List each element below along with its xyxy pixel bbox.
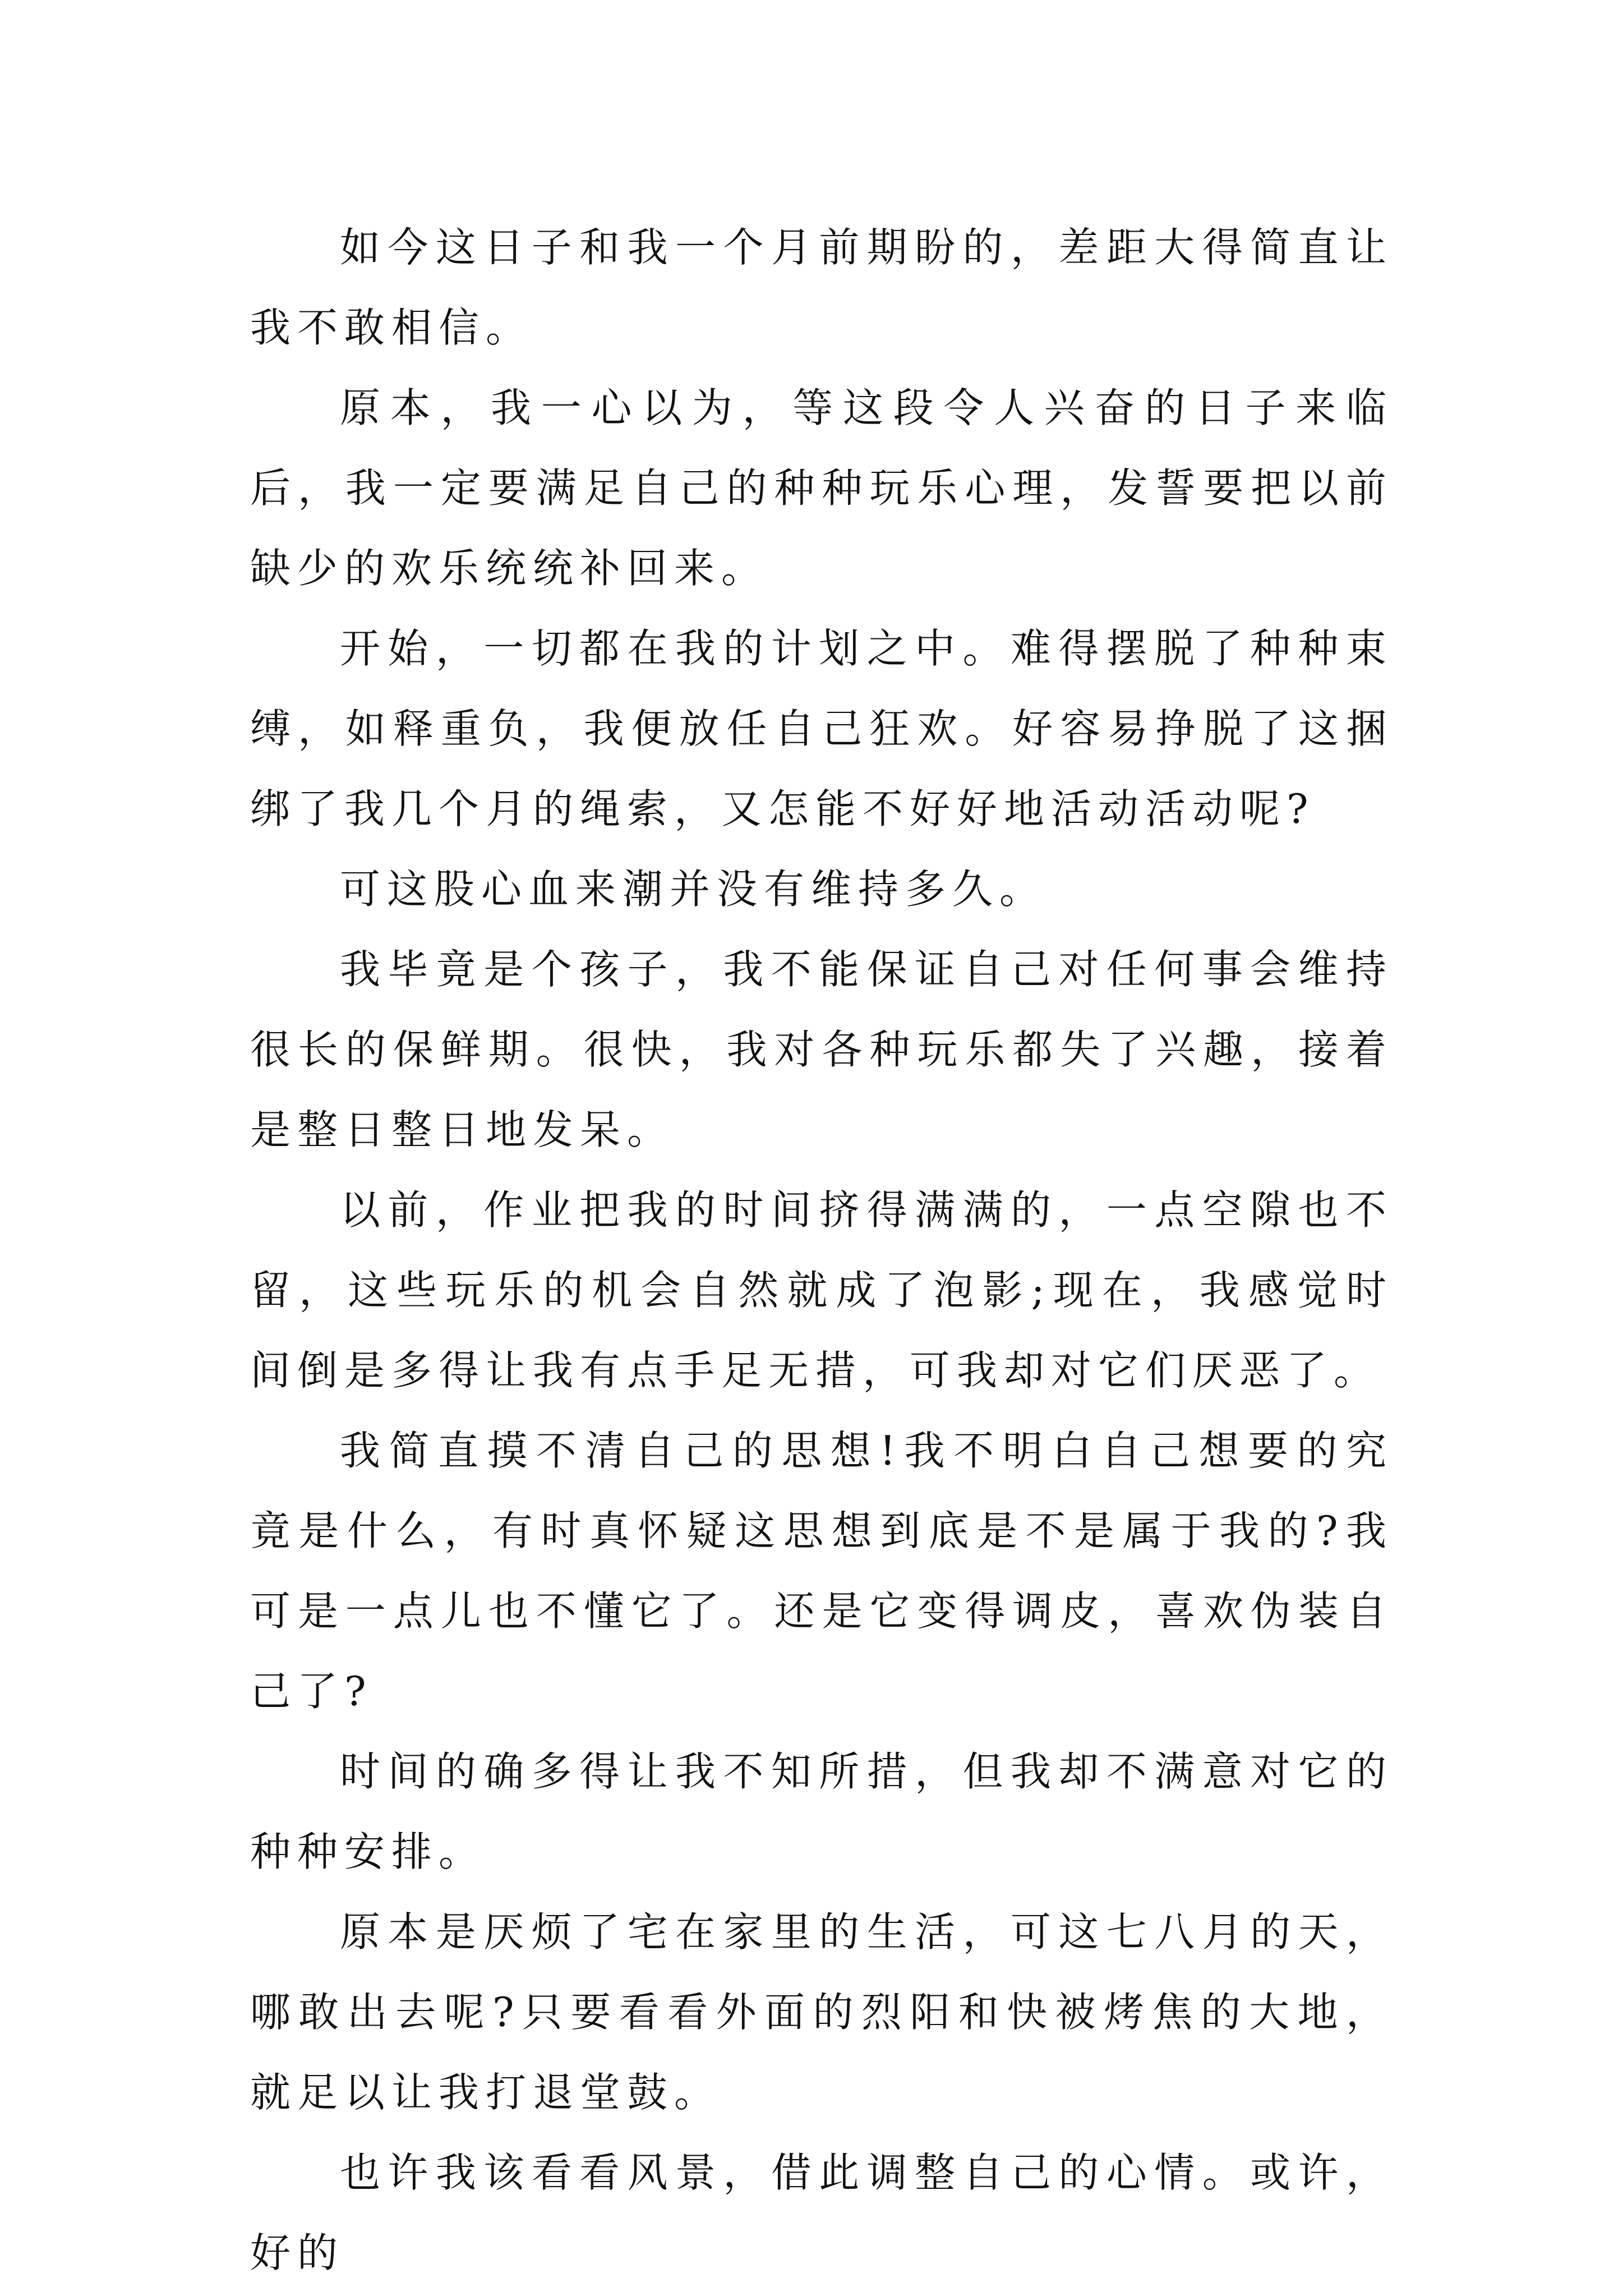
document-body	[250, 208, 1393, 2293]
paragraph: 原本，我一心以为，等这段令人兴奋的日子来临后，我一定要满足自己的种种玩乐心理，发誓要把以前缺少的欢乐统统补回来。	[250, 384, 1393, 592]
paragraph: 我毕竟是个孩子，我不能保证自己对任何事会维持很长的保鲜期。很快，我对各种玩乐都失了兴趣，接着是整日整日地发呆。	[250, 946, 1393, 1153]
paragraph: 如今这日子和我一个月前期盼的，差距大得简直让我不敢相信。	[250, 224, 1393, 351]
paragraph: 以前，作业把我的时间挤得满满的，一点空隙也不留，这些玩乐的机会自然就成了泡影;现在，我感觉时间倒是多得让我有点手足无措，可我却对它们厌恶了。	[250, 1186, 1393, 1394]
paragraph: 我简直摸不清自己的思想!我不明白自己想要的究竟是什么，有时真怀疑这思想到底是不是属于我的?我可是一点儿也不懂它了。还是它变得调皮，喜欢伪装自己了?	[250, 1427, 1393, 1715]
paragraph: 可这股心血来潮并没有维持多久。	[340, 866, 1047, 913]
paragraph: 时间的确多得让我不知所措，但我却不满意对它的种种安排。	[250, 1748, 1393, 1875]
paragraph: 开始，一切都在我的计划之中。难得摆脱了种种束缚，如释重负，我便放任自己狂欢。好容易挣脱了这捆绑了我几个月的绳索，又怎能不好好地活动活动呢?	[250, 625, 1393, 832]
paragraph: 也许我该看看风景，借此调整自己的心情。或许，好的	[250, 2149, 1393, 2276]
paragraph: 原本是厌烦了宅在家里的生活，可这七八月的天，哪敢出去呢?只要看看外面的烈阳和快被烤焦的大地，就足以让我打退堂鼓。	[250, 1908, 1393, 2116]
